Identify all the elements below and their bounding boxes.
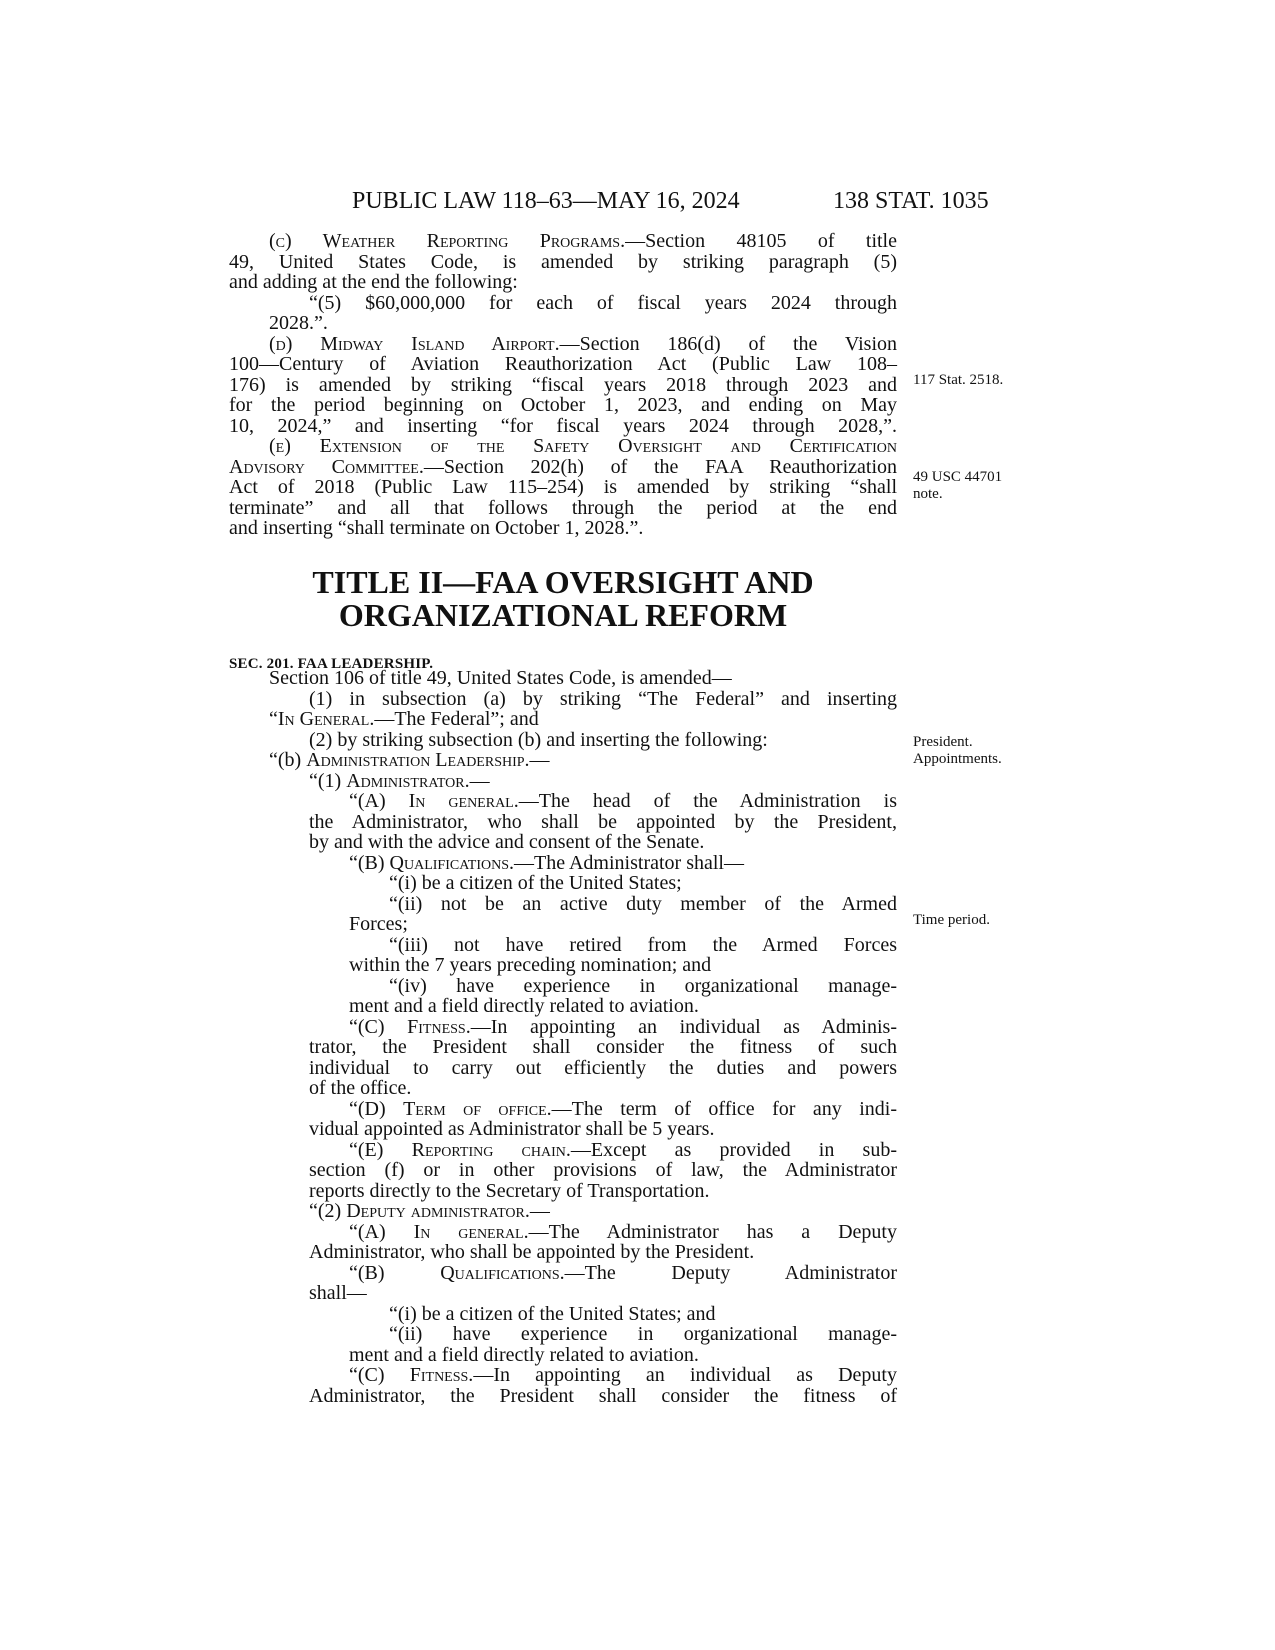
text-line: “(iii) not have retired from the Armed Forces xyxy=(389,933,897,956)
title-heading xyxy=(229,566,897,632)
text-line: 2028.”. xyxy=(269,312,328,334)
margin-note-appointments: President. Appointments. xyxy=(913,734,1002,767)
text-line: “(b) Administration Leadership.— xyxy=(269,749,550,771)
text-line: individual to carry out efficiently the duties and powers xyxy=(309,1056,897,1079)
text-line: “(B) Qualifications.—The Administrator shall— xyxy=(349,851,744,874)
text-line: and inserting “shall terminate on October 1, 2028.”. xyxy=(229,517,644,539)
text-line: (d) Midway Island Airport.—Section 186(d) of the Vision xyxy=(269,332,897,355)
text-line: (e) Extension of the Safety Oversight and Certification xyxy=(269,435,897,457)
text-line: “(ii) have experience in organizational manage- xyxy=(389,1323,897,1345)
text-line: “(B) Qualifications.—The Deputy Administrator xyxy=(349,1261,897,1284)
margin-note-time-period: Time period. xyxy=(913,912,990,928)
text-line: Administrator, who shall be appointed by the President. xyxy=(309,1241,755,1263)
text-line: vidual appointed as Administrator shall be 5 years. xyxy=(309,1118,715,1140)
text-line: “(1) Administrator.— xyxy=(309,769,490,792)
text-line: “In General.—The Federal”; and xyxy=(269,708,539,730)
text-line: ment and a field directly related to aviation. xyxy=(349,995,699,1017)
text-line: within the 7 years preceding nomination; and xyxy=(349,954,712,976)
text-line: Administrator, the President shall consider the fitness of xyxy=(309,1384,897,1407)
text-line: (1) in subsection (a) by striking “The Federal” and inserting xyxy=(309,687,897,710)
text-line: and adding at the end the following: xyxy=(229,271,518,293)
section-body xyxy=(229,668,897,1406)
title-line-2: ORGANIZATIONAL REFORM xyxy=(338,597,788,633)
text-line: “(C) Fitness.—In appointing an individual as Deputy xyxy=(349,1364,897,1386)
running-head-title: PUBLIC LAW 118–63—MAY 16, 2024 xyxy=(352,188,740,214)
text-line: Act of 2018 (Public Law 115–254) is amended by striking “shall xyxy=(229,476,897,498)
text-line: Section 106 of title 49, United States Code, is amended— xyxy=(269,667,732,689)
margin-note-usc: 49 USC 44701 note. xyxy=(913,469,1003,502)
text-line: the Administrator, who shall be appointed by the President, xyxy=(309,810,897,833)
amendments-block xyxy=(229,231,897,539)
text-line: of the office. xyxy=(309,1077,412,1099)
text-line: for the period beginning on October 1, 2023, and ending on May xyxy=(229,394,897,416)
text-line: trator, the President shall consider the fitness of such xyxy=(309,1036,897,1058)
text-line: 100—Century of Aviation Reauthorization Act (Public Law 108– xyxy=(229,353,897,375)
text-line: “(i) be a citizen of the United States; xyxy=(389,872,682,894)
text-line: “(5) $60,000,000 for each of fiscal years 2024 through xyxy=(309,291,897,314)
text-line: Forces; xyxy=(349,913,408,935)
text-line: “(C) Fitness.—In appointing an individual as Adminis- xyxy=(349,1015,897,1038)
section-heading: SEC. 201. FAA LEADERSHIP. xyxy=(229,656,434,672)
text-line: Advisory Committee.—Section 202(h) of the FAA Reauthorization xyxy=(229,455,897,478)
text-line: terminate” and all that follows through the period at the end xyxy=(229,496,897,519)
title-line-1: TITLE II—FAA OVERSIGHT AND xyxy=(312,564,814,600)
text-line: reports directly to the Secretary of Transportation. xyxy=(309,1179,710,1202)
text-line: “(ii) not be an active duty member of the Armed xyxy=(389,892,897,915)
text-line: 176) is amended by striking “fiscal years 2018 through 2023 and xyxy=(229,373,897,396)
text-line: “(2) Deputy administrator.— xyxy=(309,1200,550,1222)
text-line: 49, United States Code, is amended by striking paragraph (5) xyxy=(229,250,897,273)
text-line: “(E) Reporting chain.—Except as provided in sub- xyxy=(349,1138,897,1161)
text-line: (c) Weather Reporting Programs.—Section 48105 of title xyxy=(269,230,897,252)
text-line: shall— xyxy=(309,1282,367,1304)
text-line: ment and a field directly related to aviation. xyxy=(349,1343,699,1366)
page-number: 138 STAT. 1035 xyxy=(833,188,989,214)
text-line: by and with the advice and consent of the Senate. xyxy=(309,831,705,853)
text-line: section (f) or in other provisions of law, the Administrator xyxy=(309,1159,897,1181)
text-line: “(D) Term of office.—The term of office for any indi- xyxy=(349,1097,897,1120)
margin-note-stat: 117 Stat. 2518. xyxy=(913,372,1004,388)
text-line: “(iv) have experience in organizational manage- xyxy=(389,974,897,997)
text-line: “(A) In general.—The Administrator has a Deputy xyxy=(349,1220,897,1243)
text-line: “(i) be a citizen of the United States; and xyxy=(389,1302,716,1325)
text-line: 10, 2024,” and inserting “for fiscal years 2024 through 2028,”. xyxy=(229,414,897,437)
text-line: “(A) In general.—The head of the Administration is xyxy=(349,790,897,812)
text-line: (2) by striking subsection (b) and inserting the following: xyxy=(309,728,768,751)
